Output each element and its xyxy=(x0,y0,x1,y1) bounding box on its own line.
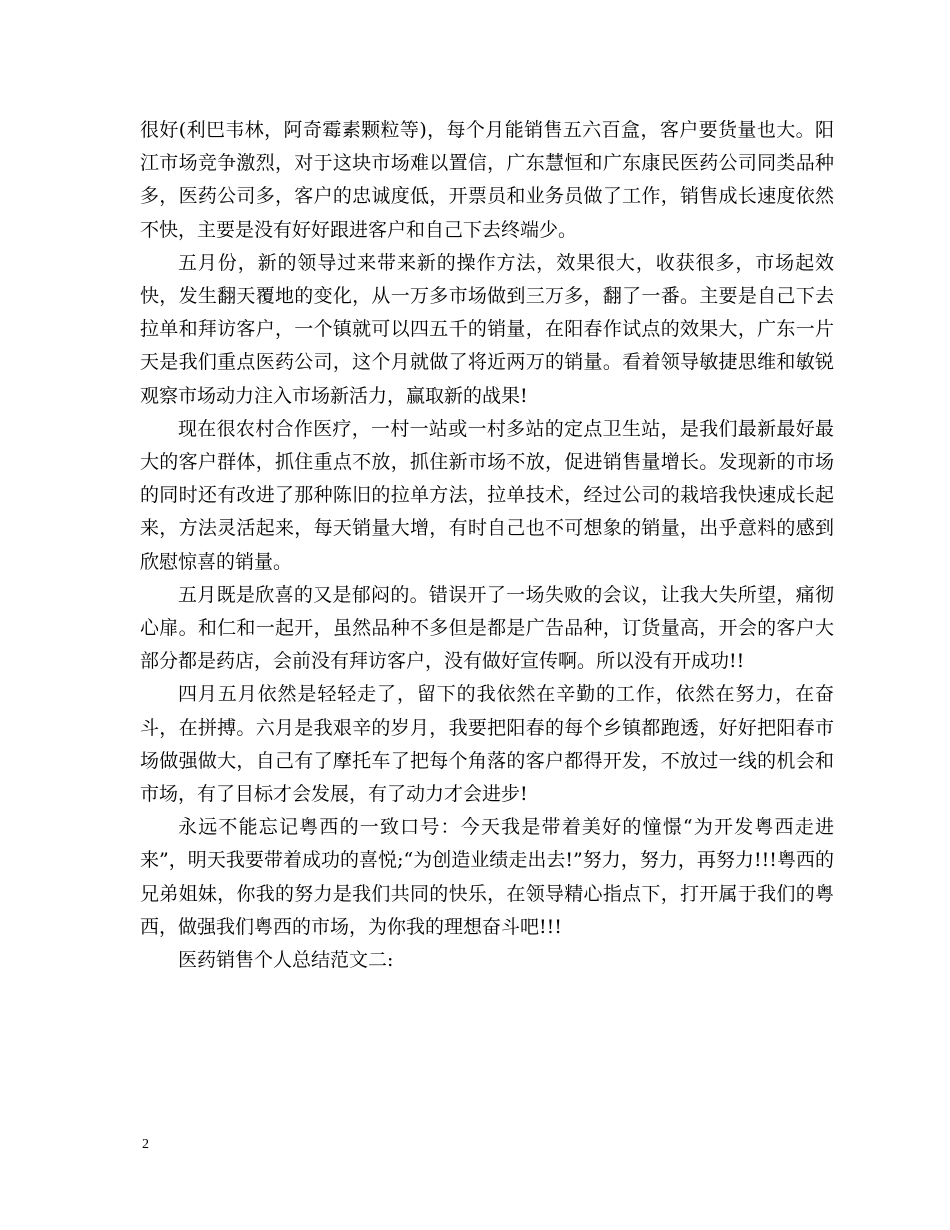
paragraph-2: 五月份，新的领导过来带来新的操作方法，效果很大，收获很多，市场起效快，发生翻天覆地的变化，从一万多市场做到三万多，翻了一番。主要是自己下去拉单和拜访客户，一个镇就可以四五千的销量，在阳春作试点的效果大，广东一片天是我们重点医药公司，这个月就做了将近两万的销量。看着领导敏捷思维和敏锐观察市场动力注入市场新活力，赢取新的战果! xyxy=(140,251,834,407)
paragraph-3: 现在很农村合作医疗，一村一站或一村多站的定点卫生站，是我们最新最好最大的客户群体，抓住重点不放，抓住新市场不放，促进销售量增长。发现新的市场的同时还有改进了那种陈旧的拉单方法，拉单技术，经过公司的栽培我快速成长起来，方法灵活起来，每天销量大增，有时自己也不可想象的销量，出乎意料的感到欣慰惊喜的销量。 xyxy=(140,417,834,573)
paragraph-4: 五月既是欣喜的又是郁闷的。错误开了一场失败的会议，让我大失所望，痛彻心扉。和仁和一起开，虽然品种不多但是都是广告品种，订货量高，开会的客户大部分都是药店，会前没有拜访客户，没有做好宣传啊。所以没有开成功!! xyxy=(140,583,834,673)
paragraph-1: 很好(利巴韦林，阿奇霉素颗粒等)，每个月能销售五六百盒，客户要货量也大。阳江市场竞争激烈，对于这块市场难以置信，广东慧恒和广东康民医药公司同类品种多，医药公司多，客户的忠诚度低，开票员和业务员做了工作，销售成长速度依然不快，主要是没有好好跟进客户和自己下去终端少。 xyxy=(140,119,834,241)
section-heading: 医药销售个人总结范文二: xyxy=(178,949,394,972)
document-body xyxy=(140,114,834,977)
paragraph-5: 四月五月依然是轻轻走了，留下的我依然在辛勤的工作，依然在努力，在奋斗，在拼搏。六月是我艰辛的岁月，我要把阳春的每个乡镇都跑透，好好把阳春市场做强做大，自己有了摩托车了把每个角落的客户都得开发，不放过一线的机会和市场，有了目标才会发展，有了动力才会进步! xyxy=(140,683,834,806)
paragraph-6: 永远不能忘记粤西的一致口号：今天我是带着美好的憧憬“为开发粤西走进来”，明天我要带着成功的喜悦;“为创造业绩走出去!”努力，努力，再努力!!!粤西的兄弟姐妹，你我的努力是我们共同的快乐，在领导精心指点下，打开属于我们的粤西，做强我们粤西的市场，为你我的理想奋斗吧!!! xyxy=(140,816,834,938)
page-number: 2 xyxy=(142,1137,149,1152)
